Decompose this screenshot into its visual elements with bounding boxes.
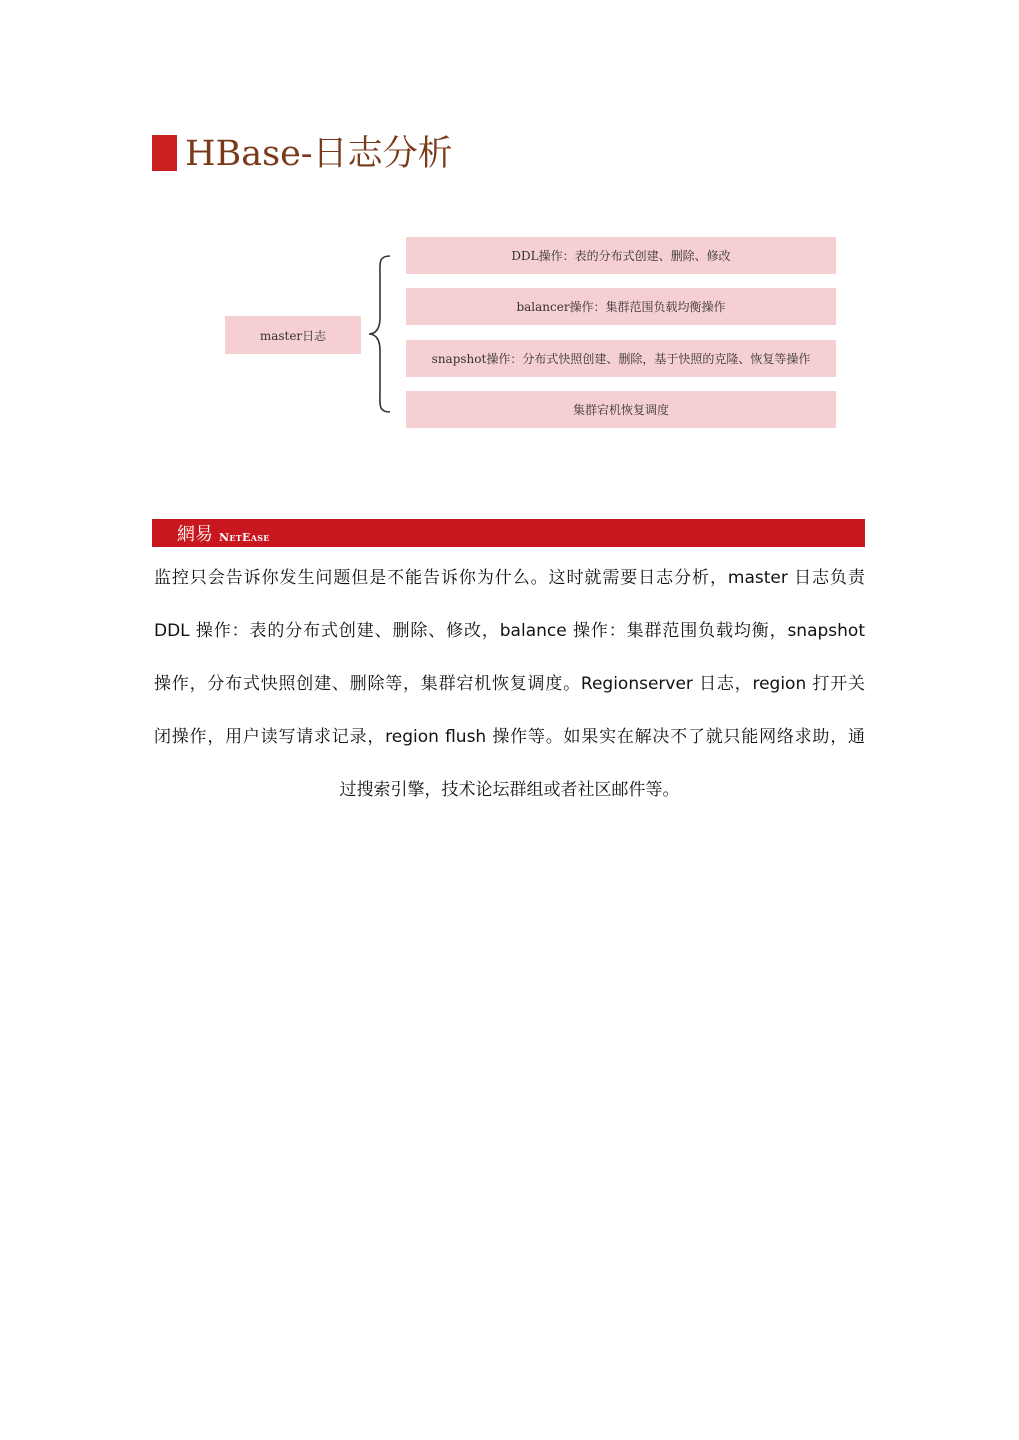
logo-chinese-text: 網易 <box>177 524 213 545</box>
paragraph-line: 操作，分布式快照创建、删除等，集群宕机恢复调度。Regionserver 日志，region 打开关 <box>154 674 865 694</box>
mindmap-branch-balancer: balancer操作：集群范围负载均衡操作 <box>406 288 836 325</box>
paragraph-line: DDL 操作：表的分布式创建、删除、修改，balance 操作：集群范围负载均衡，snapshot <box>154 621 865 641</box>
mindmap-root-node: master日志 <box>225 316 361 354</box>
netease-logo <box>177 522 270 546</box>
slide-figure <box>152 120 865 547</box>
paragraph-line: 监控只会告诉你发生问题但是不能告诉你为什么。这时就需要日志分析，master 日志负责 <box>154 568 865 588</box>
paragraph-line: 过搜索引擎，技术论坛群组或者社区邮件等。 <box>339 780 680 800</box>
mindmap-branch-recovery: 集群宕机恢复调度 <box>406 391 836 428</box>
slide-footer-bar <box>152 519 865 547</box>
mindmap-branch-ddl: DDL操作：表的分布式创建、删除、修改 <box>406 237 836 274</box>
logo-english-text: NetEase <box>219 531 270 544</box>
slide-title: HBase-日志分析 <box>185 134 453 174</box>
paragraph-line: 闭操作，用户读写请求记录，region flush 操作等。如果实在解决不了就只能网络求助，通 <box>154 727 865 747</box>
mindmap-branch-snapshot: snapshot操作：分布式快照创建、删除，基于快照的克隆、恢复等操作 <box>406 340 836 377</box>
body-paragraph <box>154 560 865 825</box>
curly-brace-icon <box>366 254 396 414</box>
title-accent-bar <box>152 135 177 171</box>
